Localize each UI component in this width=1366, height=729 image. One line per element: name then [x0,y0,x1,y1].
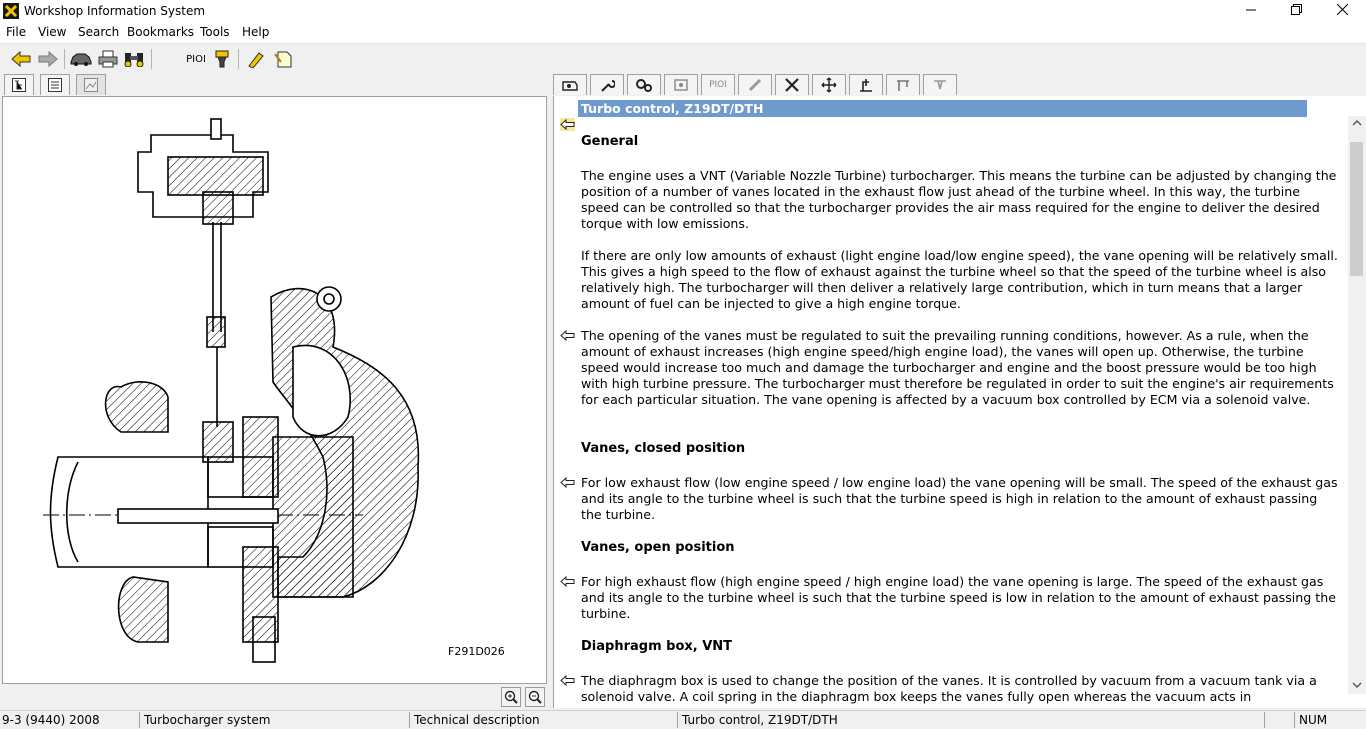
right-tab-bar [553,74,1366,96]
section-heading: Vanes, open position [581,540,735,555]
zoom-out-button[interactable] [525,687,545,707]
tool-tab[interactable] [738,74,772,95]
menu-file[interactable]: File [6,25,27,39]
status-num: NUM [1299,713,1328,727]
car-icon [70,51,92,67]
zoom-in-icon [504,690,518,704]
lift-tab[interactable] [849,74,883,95]
print-icon [98,50,118,68]
search-button[interactable] [122,48,146,70]
document-pane [553,96,1366,708]
highlighter-icon [246,50,266,68]
status-doc-title: Turbo control, Z19DT/DTH [680,712,1265,728]
print-button[interactable] [96,48,120,70]
menu-search[interactable]: Search [78,25,120,39]
paragraph: The engine uses a VNT (Variable Nozzle Turbine) turbocharger. This means the turbine can be adjusted by changing the position of a number of vanes located in the exhaust flow just ahead of the turbine wheel. In this way, the turbine speed can be controlled so that the turbocharger provides the air mass required for the engine to deliver the desired torque with low emissions. [581,168,1337,231]
restore-button[interactable] [1273,0,1319,24]
status-doc-type: Technical description [412,712,678,728]
scroll-down-icon[interactable] [1348,678,1366,692]
minimize-icon [1246,5,1256,15]
menu-help[interactable]: Help [242,25,270,39]
restore-icon [1291,4,1302,15]
app-logo-icon [3,3,19,19]
gears-icon [635,77,653,93]
pioi-label: PIOI [186,53,206,65]
note-icon [273,50,293,68]
wrench-icon [599,77,615,93]
paragraph: The opening of the vanes must be regulated to suit the prevailing running conditions, however. As a rule, when the amount of exhaust increases (high engine speed/high engine load), the vanes will open up. Otherwise, the turbine speed would increase too much and damage the turbocharger and engine and the boost pressure would be too high with high turbine pressure. The turbocharger must therefore be regulated in order to suit the engine's air requirements for each particular situation. The vane opening is affected by a vacuum box controlled by ECM via a solenoid valve. [581,328,1334,407]
toolbar-separator [64,49,65,69]
scrollbar-thumb[interactable] [1350,142,1363,276]
gearbox-icon [673,77,689,93]
link-back-icon[interactable] [560,674,575,687]
link-back-icon[interactable] [560,476,575,489]
tree-view-tab[interactable] [4,74,34,95]
zoom-in-button[interactable] [501,687,521,707]
tool-icon [747,77,763,93]
paragraph: The diaphragm box is used to change the position of the vanes. It is controlled by vacuum from a vacuum tank via a solenoid valve. A coil spring in the diaphragm box keeps the vanes fully open whereas the vacuum acts in [581,673,1317,704]
back-button[interactable] [9,48,33,70]
vehicle-button[interactable] [69,48,93,70]
gearbox-tab[interactable] [664,74,698,95]
pioi-tab[interactable] [701,74,735,95]
move-tab[interactable] [812,74,846,95]
service-tab[interactable] [590,74,624,95]
link-back-icon[interactable] [560,118,575,131]
spanner-tab[interactable] [775,74,809,95]
image-view-icon [84,78,98,92]
tree-view-icon [12,78,26,92]
flashlight-icon [213,50,231,68]
pioi-tab-label: PIOI [709,80,727,90]
note-button[interactable] [271,48,295,70]
image-view-tab[interactable] [76,74,106,95]
section-heading: Diaphragm box, VNT [581,639,733,654]
gears-tab[interactable] [627,74,661,95]
status-empty [1267,712,1295,728]
toolbar-spacer [158,48,182,70]
illustration-pane [2,96,547,684]
close-icon [1337,4,1348,15]
menu-bookmarks[interactable]: Bookmarks [127,25,195,39]
hoist-icon [932,77,948,93]
flashlight-button[interactable] [210,48,234,70]
link-back-icon[interactable] [560,575,575,588]
lift-icon [858,77,874,93]
figure-code: F291D026 [448,645,505,658]
chassis-tab[interactable] [886,74,920,95]
paragraph: If there are only low amounts of exhaust (light engine load/low engine speed), the vane opening will be relatively small. This gives a high speed to the flow of exhaust against the turbine wheel so that the speed of the turbine wheel is also relatively high. The turbocharger will then deliver a relatively large contribution, which in turn means that a larger amount of fuel can be injected to give a high engine torque. [581,248,1338,311]
forward-arrow-icon [38,51,58,67]
window-title: Workshop Information System [24,4,206,18]
engine-tab[interactable] [553,74,587,95]
section-heading: Vanes, closed position [581,441,746,456]
hoist-tab[interactable] [923,74,957,95]
zoom-out-icon [528,690,542,704]
turbocharger-illustration [3,97,546,683]
menu-view[interactable]: View [38,25,67,39]
status-bar [0,710,1366,729]
paragraph: For high exhaust flow (high engine speed / high engine load) the vane opening is large. The speed of the exhaust gas and its angle to the turbine wheel is such that the turbine speed is low in relation to the amount of exhaust passing the turbine. [581,574,1336,621]
close-button[interactable] [1319,0,1365,24]
status-model: 9-3 (9440) 2008 [0,712,140,728]
toolbar-separator [238,49,239,69]
list-view-icon [48,78,62,92]
main-toolbar [0,44,1366,74]
status-system: Turbocharger system [142,712,410,728]
toolbar-separator [151,49,152,69]
section-heading: General [581,134,639,149]
link-back-icon[interactable] [560,329,575,342]
paragraph: For low exhaust flow (low engine speed / low engine load) the vane opening will be small. The speed of the exhaust gas and its angle to the turbine wheel is such that the turbine speed is high in relation to the amount of exhaust passing the turbine. [581,475,1338,522]
left-tab-bar [0,74,550,96]
highlight-button[interactable] [244,48,268,70]
move-icon [821,77,837,93]
back-arrow-icon [11,51,31,67]
engine-icon [561,78,579,92]
spanner-cross-icon [784,77,800,93]
document-title: Turbo control, Z19DT/DTH [578,100,1307,117]
minimize-button[interactable] [1228,0,1274,24]
forward-button[interactable] [36,48,60,70]
menu-bar [0,24,1366,44]
binoculars-icon [123,51,145,67]
menu-tools[interactable]: Tools [200,25,230,39]
list-view-tab[interactable] [40,74,70,95]
pioi-button[interactable] [183,48,209,70]
chassis-icon [895,77,911,93]
scroll-up-icon[interactable] [1348,116,1366,130]
title-bar [0,0,1366,24]
